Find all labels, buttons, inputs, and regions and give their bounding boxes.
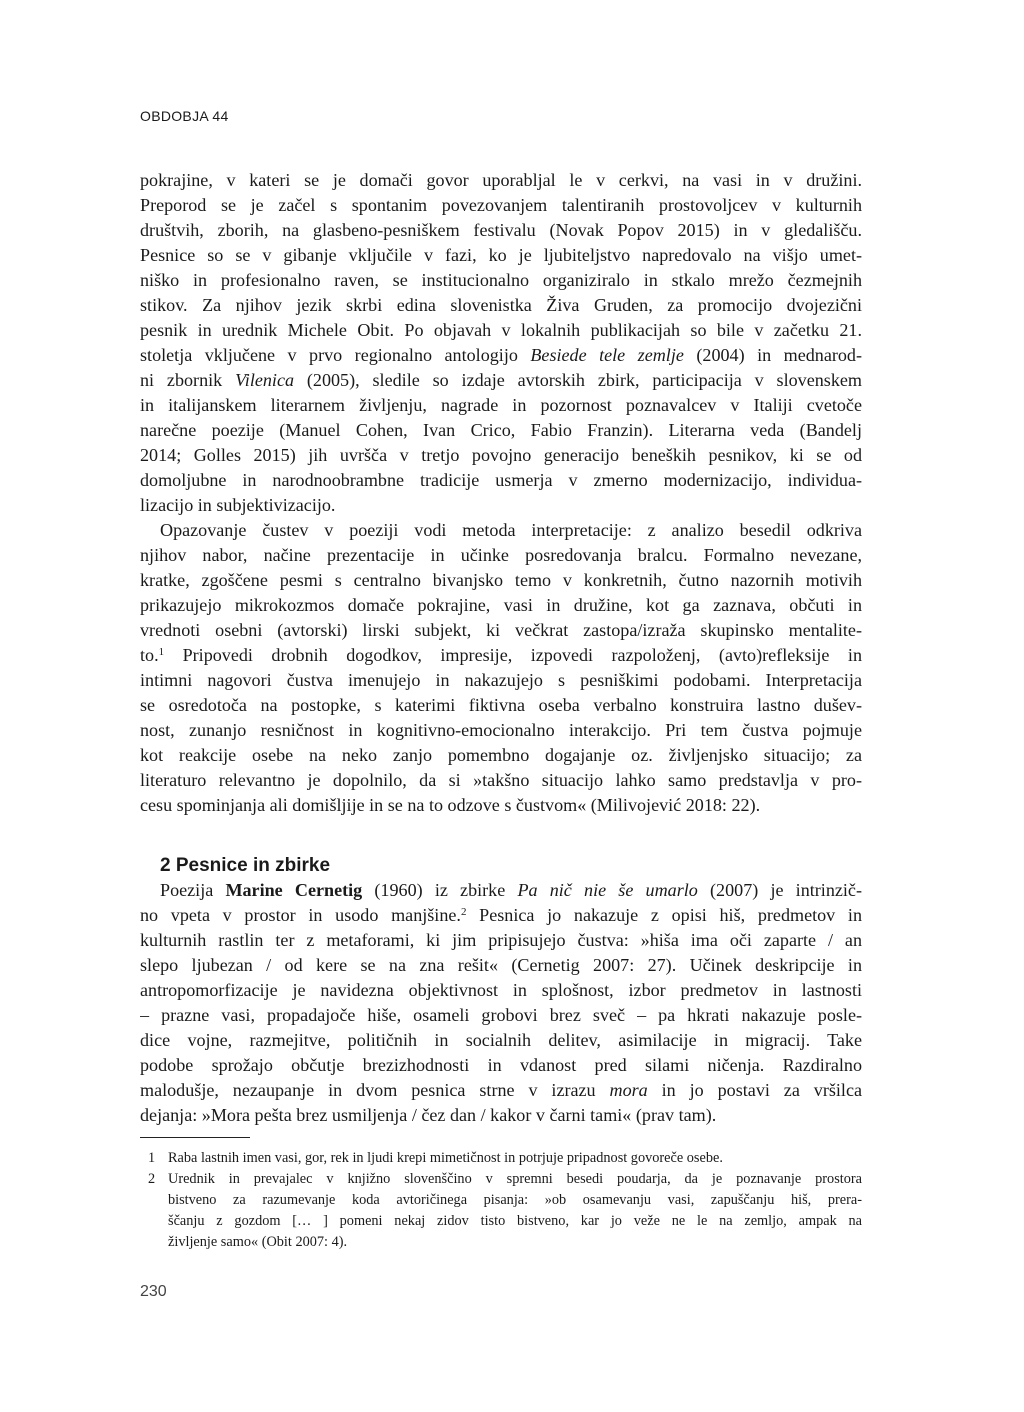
text-line: nost, zunanjo resničnost in kognitivno-emocionalno interakcijo. Pri tem čustva pojmuje xyxy=(140,720,862,740)
footnotes xyxy=(140,1148,862,1253)
running-header: OBDOBJA 44 xyxy=(140,108,229,124)
text-line: dice vojne, razmejitve, političnih in socialnih delitev, asimilacije in migracij. Take xyxy=(140,1030,862,1050)
footnote-line: bistveno za razumevanje koda avtoričinega pisanja: »ob osamevanju vasi, zapuščanju hiš, prera- xyxy=(168,1192,862,1208)
title-italic: Besiede tele zemlje xyxy=(530,345,684,365)
text-line: prikazujejo mikrokozmos domače pokrajine, vasi in družine, kot ga zaznava, občuti in xyxy=(140,595,862,615)
text-line: slepo ljubezan / od kere se na zna rešit« (Cernetig 2007: 27). Učinek deskripcije in xyxy=(140,955,862,975)
text-line: kratke, zgoščene pesmi s centralno bivanjsko temo v konkretnih, čutno nazornih motivih xyxy=(140,570,862,590)
text-line: domoljubne in narodnoobrambne tradicije usmerja v zmerno modernizacijo, individua- xyxy=(140,470,862,490)
footnote xyxy=(140,1148,862,1169)
text-line: pokrajine, v kateri se je domači govor uporabljal le v cerkvi, na vasi in v družini. xyxy=(140,170,862,190)
section-heading: 2 Pesnice in zbirke xyxy=(160,855,331,876)
text-line: kot reakcije osebe na neko zanjo pomembno dogajanje oz. življenjsko situacijo; za xyxy=(140,745,862,765)
page-number: 230 xyxy=(140,1283,167,1300)
text-line xyxy=(140,368,862,393)
text-span: Pesnica jo nakazuje z opisi hiš, predmetov in xyxy=(466,905,862,925)
text-line: cesu spominjanja ali domišljije in se na to odzove s čustvom« (Milivojević 2018: 22). xyxy=(140,795,761,815)
text-span: (2005), sledile so izdaje avtorskih zbirk, participacija v slovenskem xyxy=(294,370,862,390)
footnote-line: ščanju z gozdom [… ] pomeni nekaj zidov tisto bistveno, kar jo veže ne le na zemljo, ampak na xyxy=(168,1213,862,1229)
text-line: dejanja: »Mora pešta brez usmiljenja / čez dan / kakor v čarni tami« (prav tam). xyxy=(140,1105,717,1125)
text-line: vrednoti osebni (avtorski) lirski subjekt, ki večkrat zastopa/izraža skupinsko mentalite- xyxy=(140,620,862,640)
footnote-ref[interactable]: 1 xyxy=(158,646,165,658)
text-line: 2014; Golles 2015) jih uvršča v tretjo povojno generacijo beneških pesnikov, ki se od xyxy=(140,445,862,465)
body-text xyxy=(140,168,862,818)
text-line xyxy=(140,1078,862,1103)
title-italic: Pa nič nie še umarlo xyxy=(517,880,698,900)
footnote-line: življenje samo« (Obit 2007: 4). xyxy=(168,1234,348,1250)
text-span: (2004) in mednarod- xyxy=(683,345,862,365)
footnote-line: Urednik in prevajalec v knjižno slovenščino v spremni besedi poudarja, da je poznavanje prostora xyxy=(168,1171,862,1187)
text-line: literaturo relevantno je dopolnilo, da si »takšno situacijo lahko samo predstavlja v pro- xyxy=(140,770,862,790)
text-line: narečne poezije (Manuel Cohen, Ivan Crico, Fabio Franzin). Literarna veda (Bandelj xyxy=(140,420,862,440)
text-line xyxy=(140,878,862,903)
text-span: to. xyxy=(140,645,159,665)
text-line: – prazne vasi, propadajoče hiše, osameli grobovi brez sveč – pa hkrati nakazuje posle- xyxy=(140,1005,862,1025)
footnote-number: 1 xyxy=(148,1150,156,1166)
term-italic: mora xyxy=(609,1080,648,1100)
text-span: stoletja vključene v prvo regionalno antologijo xyxy=(140,345,531,365)
text-line: Preporod se je začel s spontanim povezovanjem talentiranih prostovoljcev v kulturnih xyxy=(140,195,862,215)
text-line: podobe sprožajo občutje brezizhodnosti in vdanost pred silami ničenja. Razdiralno xyxy=(140,1055,862,1075)
text-line: stikov. Za njihov jezik skrbi edina slovenistka Živa Gruden, za promocijo dvojezični xyxy=(140,295,862,315)
text-span: in jo postavi za vršilca xyxy=(647,1080,862,1100)
footnote-divider xyxy=(140,1137,250,1138)
text-line: pesnik in urednik Michele Obit. Po objavah v lokalnih publikacijah so bile v začetku 21. xyxy=(140,320,862,340)
text-line: lizacijo in subjektivizacijo. xyxy=(140,495,336,515)
text-line xyxy=(140,643,862,668)
text-span: (2007) je intrinzič- xyxy=(697,880,862,900)
text-line: antropomorfizacije je navidezna objektivnost in splošnost, izbor predmetov in lastnosti xyxy=(140,980,862,1000)
text-span: (1960) iz zbirke xyxy=(362,880,518,900)
text-line xyxy=(140,903,862,928)
text-line xyxy=(140,343,862,368)
text-span: no vpeta v prostor in usodo manjšine. xyxy=(140,905,461,925)
text-line: društvih, zborih, na glasbeno-pesniškem festivalu (Novak Popov 2015) in v gledališču. xyxy=(140,220,862,240)
section-text xyxy=(140,878,862,1128)
footnote-ref[interactable]: 2 xyxy=(460,906,467,918)
text-span: malodušje, nezaupanje in dvom pesnica strne v izrazu xyxy=(140,1080,610,1100)
text-line: niško in profesionalno raven, se institucionalno organiziralo in stkalo mrežo čezmejnih xyxy=(140,270,862,290)
footnote xyxy=(140,1169,862,1253)
text-span: ni zbornik xyxy=(140,370,236,390)
title-italic: Vilenica xyxy=(235,370,295,390)
text-line: in italijanskem literarnem življenju, nagrade in pozornost poznavalcev v Italiji cvetoče xyxy=(140,395,862,415)
text-line: Opazovanje čustev v poeziji vodi metoda interpretacije: z analizo besedil odkriva xyxy=(160,520,862,540)
text-line: Pesnice so se v gibanje vključile v fazi, ko je ljubiteljstvo napredovalo na višjo umet- xyxy=(140,245,862,265)
author-name: Marine Cernetig xyxy=(225,880,363,900)
text-line: kulturnih rastlin ter z metaforami, ki jim pripisujejo čustva: »hiša ima oči zaparte / an xyxy=(140,930,862,950)
text-span: Poezija xyxy=(160,880,226,900)
footnote-line: Raba lastnih imen vasi, gor, rek in ljudi krepi mimetičnost in potrjuje pripadnost govoreče osebe. xyxy=(168,1150,723,1166)
text-line: se osredotoča na postopke, s katerimi fiktivna oseba verbalno konstruira lastno dušev- xyxy=(140,695,862,715)
text-line: intimni nagovori čustva imenujejo in nakazujejo s pesniškimi podobami. Interpretacija xyxy=(140,670,862,690)
text-span: Pripovedi drobnih dogodkov, impresije, izpovedi razpoloženj, (avto)refleksije in xyxy=(164,645,862,665)
footnote-number: 2 xyxy=(148,1171,156,1187)
text-line: njihov nabor, načine prezentacije in učinke posredovanja bralcu. Formalno nevezane, xyxy=(140,545,862,565)
